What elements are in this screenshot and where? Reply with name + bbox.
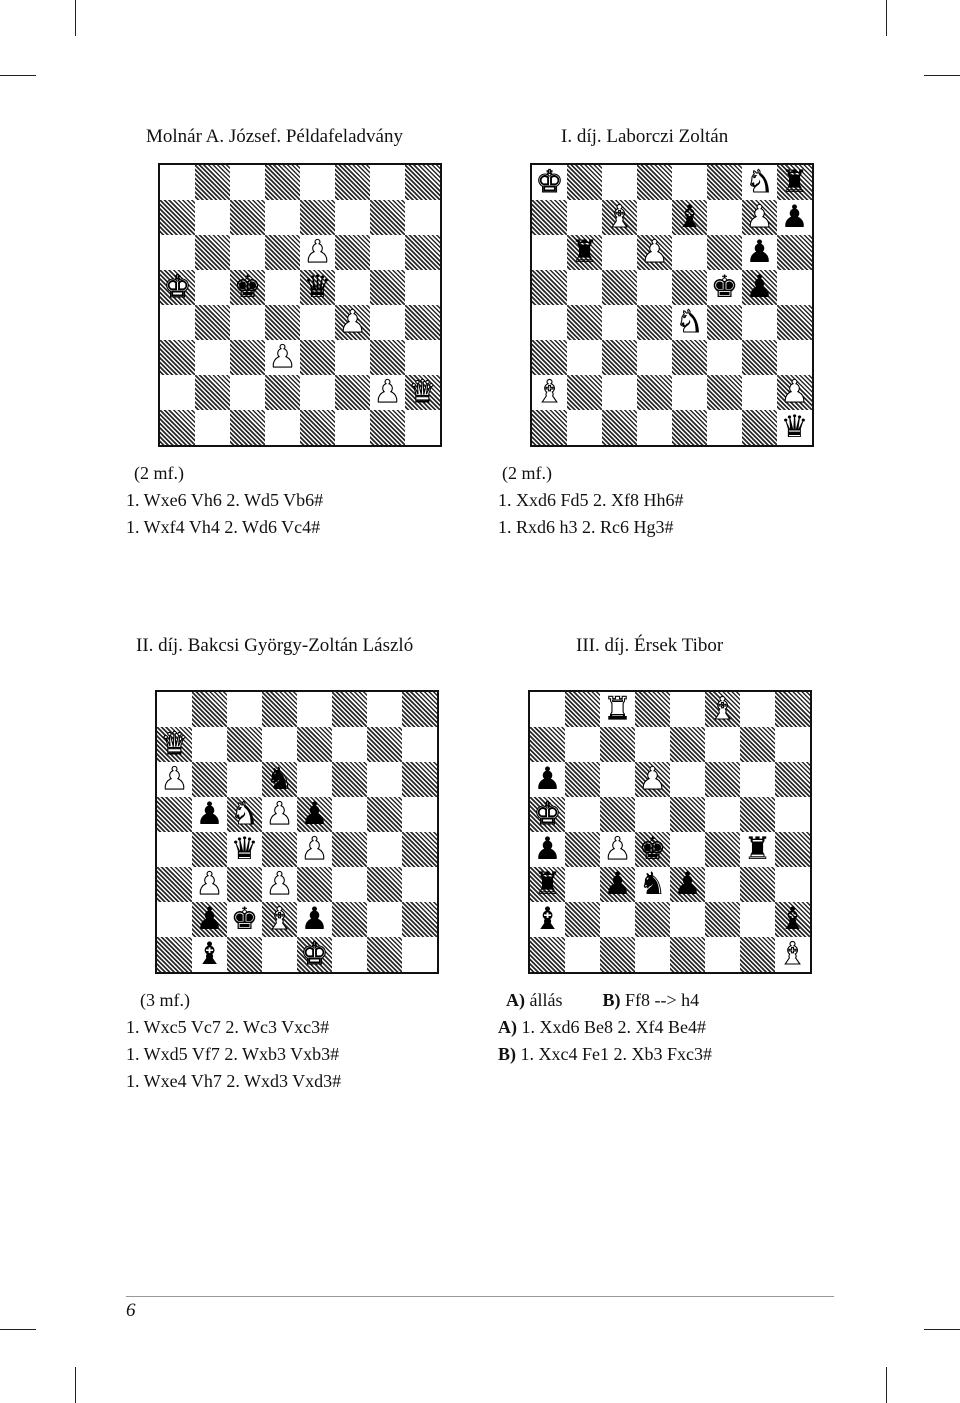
dark-square xyxy=(705,832,740,867)
problem-solution xyxy=(498,460,684,541)
solution-line: 1. Wxf4 Vh4 2. Wd6 Vc4# xyxy=(126,517,321,537)
dark-square xyxy=(637,165,672,200)
dark-square xyxy=(335,235,370,270)
light-square xyxy=(335,200,370,235)
dark-square xyxy=(775,692,810,727)
dark-square xyxy=(777,305,812,340)
white-pawn-icon: ♟ xyxy=(745,199,774,235)
variant-text: Ff8 --> h4 xyxy=(620,990,700,1010)
dark-square xyxy=(530,937,565,972)
dark-square xyxy=(367,797,402,832)
black-queen-icon: ♛ xyxy=(303,269,332,305)
dark-square xyxy=(192,832,227,867)
black-pawn-icon: ♟ xyxy=(300,901,329,937)
dark-square xyxy=(402,762,437,797)
dark-square xyxy=(195,165,230,200)
chess-board xyxy=(155,690,439,974)
dark-square xyxy=(230,410,265,445)
black-bishop-icon: ♝ xyxy=(778,901,807,937)
light-square xyxy=(300,305,335,340)
light-square xyxy=(670,692,705,727)
white-king-icon: ♚ xyxy=(163,269,192,305)
light-square xyxy=(635,727,670,762)
dark-square xyxy=(707,375,742,410)
crop-mark xyxy=(924,1329,960,1330)
light-square xyxy=(707,340,742,375)
dark-square xyxy=(370,270,405,305)
dark-square xyxy=(192,692,227,727)
dark-square xyxy=(335,165,370,200)
light-square xyxy=(405,270,440,305)
problem-solution xyxy=(126,987,341,1095)
black-pawn-icon: ♟ xyxy=(300,796,329,832)
white-king-icon: ♚ xyxy=(300,936,329,972)
dark-square xyxy=(565,902,600,937)
light-square xyxy=(567,200,602,235)
dark-square xyxy=(707,235,742,270)
dark-square xyxy=(565,832,600,867)
solution-head xyxy=(498,987,712,1014)
dark-square xyxy=(265,305,300,340)
dark-square xyxy=(602,410,637,445)
black-rook-icon: ♜ xyxy=(743,831,772,867)
light-square xyxy=(335,340,370,375)
solution-line xyxy=(498,1041,712,1068)
light-square xyxy=(192,727,227,762)
crop-mark xyxy=(886,0,887,36)
dark-square xyxy=(600,797,635,832)
white-bishop-icon: ♝ xyxy=(708,691,737,727)
black-king-icon: ♚ xyxy=(638,831,667,867)
light-square xyxy=(332,867,367,902)
dark-square xyxy=(740,867,775,902)
light-square xyxy=(567,340,602,375)
crop-mark xyxy=(75,1367,76,1403)
black-rook-icon: ♜ xyxy=(570,234,599,270)
light-square xyxy=(332,937,367,972)
light-square xyxy=(707,410,742,445)
light-square xyxy=(227,692,262,727)
dark-square xyxy=(775,832,810,867)
dark-square xyxy=(670,937,705,972)
light-square xyxy=(775,727,810,762)
dark-square xyxy=(367,727,402,762)
light-square xyxy=(777,270,812,305)
light-square xyxy=(707,200,742,235)
light-square xyxy=(672,165,707,200)
light-square xyxy=(742,375,777,410)
light-square xyxy=(635,797,670,832)
black-knight-icon: ♞ xyxy=(265,761,294,797)
black-pawn-icon: ♟ xyxy=(533,831,562,867)
light-square xyxy=(670,762,705,797)
problem-solution xyxy=(126,460,323,541)
light-square xyxy=(635,937,670,972)
crop-mark xyxy=(886,1367,887,1403)
dark-square xyxy=(705,762,740,797)
solution-line: 1. Wxc5 Vc7 2. Wc3 Vxc3# xyxy=(126,1017,330,1037)
black-queen-icon: ♛ xyxy=(230,831,259,867)
solution-line: 1. Xxd6 Fd5 2. Xf8 Hh6# xyxy=(498,490,684,510)
dark-square xyxy=(602,340,637,375)
light-square xyxy=(777,340,812,375)
white-pawn-icon: ♟ xyxy=(300,831,329,867)
dark-square xyxy=(530,727,565,762)
dark-square xyxy=(300,410,335,445)
light-square xyxy=(367,692,402,727)
dark-square xyxy=(402,692,437,727)
black-pawn-icon: ♟ xyxy=(780,199,809,235)
dark-square xyxy=(567,375,602,410)
black-king-icon: ♚ xyxy=(710,269,739,305)
dark-square xyxy=(532,410,567,445)
white-pawn-icon: ♟ xyxy=(268,339,297,375)
dark-square xyxy=(532,340,567,375)
crop-mark xyxy=(0,75,36,76)
white-bishop-icon: ♝ xyxy=(265,901,294,937)
light-square xyxy=(265,200,300,235)
dark-square xyxy=(565,692,600,727)
light-square xyxy=(705,797,740,832)
dark-square xyxy=(300,340,335,375)
chess-board xyxy=(158,163,442,447)
black-pawn-icon: ♟ xyxy=(195,796,224,832)
black-pawn-icon: ♟ xyxy=(745,234,774,270)
dark-square xyxy=(405,305,440,340)
light-square xyxy=(600,902,635,937)
light-square xyxy=(230,375,265,410)
dark-square xyxy=(335,375,370,410)
dark-square xyxy=(157,797,192,832)
light-square xyxy=(740,692,775,727)
problem-title: Molnár A. József. Példafeladvány xyxy=(146,126,403,147)
light-square xyxy=(297,692,332,727)
dark-square xyxy=(635,692,670,727)
white-pawn-icon: ♟ xyxy=(780,374,809,410)
dark-square xyxy=(532,200,567,235)
dark-square xyxy=(230,200,265,235)
white-pawn-icon: ♟ xyxy=(195,866,224,902)
dark-square xyxy=(707,305,742,340)
dark-square xyxy=(672,410,707,445)
white-queen-icon: ♛ xyxy=(160,726,189,762)
dark-square xyxy=(297,867,332,902)
black-king-icon: ♚ xyxy=(233,269,262,305)
dark-square xyxy=(370,410,405,445)
black-rook-icon: ♜ xyxy=(533,866,562,902)
solution-text: 1. Xxd6 Be8 2. Xf4 Be4# xyxy=(517,1017,706,1037)
light-square xyxy=(565,797,600,832)
light-square xyxy=(775,867,810,902)
light-square xyxy=(405,410,440,445)
light-square xyxy=(157,902,192,937)
light-square xyxy=(367,902,402,937)
light-square xyxy=(370,165,405,200)
light-square xyxy=(265,270,300,305)
dark-square xyxy=(227,867,262,902)
light-square xyxy=(230,305,265,340)
light-square xyxy=(160,165,195,200)
dark-square xyxy=(192,762,227,797)
light-square xyxy=(565,937,600,972)
dark-square xyxy=(672,270,707,305)
white-pawn-icon: ♟ xyxy=(373,374,402,410)
white-bishop-icon: ♝ xyxy=(778,936,807,972)
white-pawn-icon: ♟ xyxy=(303,234,332,270)
light-square xyxy=(402,867,437,902)
dark-square xyxy=(367,867,402,902)
dark-square xyxy=(402,832,437,867)
dark-square xyxy=(672,340,707,375)
solution-line: 1. Wxe4 Vh7 2. Wxd3 Vxd3# xyxy=(126,1071,342,1091)
black-pawn-icon: ♟ xyxy=(195,901,224,937)
white-king-icon: ♚ xyxy=(535,164,564,200)
light-square xyxy=(195,340,230,375)
solution-line: (2 mf.) xyxy=(502,463,552,483)
light-square xyxy=(262,937,297,972)
dark-square xyxy=(332,762,367,797)
light-square xyxy=(532,235,567,270)
solution-line xyxy=(498,1014,712,1041)
chess-board xyxy=(528,690,812,974)
variant-label: B) xyxy=(602,990,621,1010)
dark-square xyxy=(775,762,810,797)
light-square xyxy=(195,410,230,445)
crop-mark xyxy=(75,0,76,36)
white-bishop-icon: ♝ xyxy=(535,374,564,410)
white-pawn-icon: ♟ xyxy=(638,761,667,797)
white-pawn-icon: ♟ xyxy=(265,866,294,902)
light-square xyxy=(672,235,707,270)
dark-square xyxy=(370,200,405,235)
light-square xyxy=(775,797,810,832)
dark-square xyxy=(367,937,402,972)
dark-square xyxy=(707,165,742,200)
light-square xyxy=(705,867,740,902)
dark-square xyxy=(332,832,367,867)
dark-square xyxy=(402,902,437,937)
dark-square xyxy=(565,762,600,797)
light-square xyxy=(227,762,262,797)
light-square xyxy=(672,375,707,410)
black-pawn-icon: ♟ xyxy=(745,269,774,305)
white-pawn-icon: ♟ xyxy=(338,304,367,340)
dark-square xyxy=(265,235,300,270)
light-square xyxy=(160,375,195,410)
black-queen-icon: ♛ xyxy=(780,409,809,445)
dark-square xyxy=(160,340,195,375)
dark-square xyxy=(160,410,195,445)
crop-mark xyxy=(924,75,960,76)
light-square xyxy=(332,727,367,762)
white-pawn-icon: ♟ xyxy=(640,234,669,270)
dark-square xyxy=(742,340,777,375)
white-rook-icon: ♜ xyxy=(603,691,632,727)
dark-square xyxy=(742,410,777,445)
light-square xyxy=(637,340,672,375)
black-bishop-icon: ♝ xyxy=(675,199,704,235)
dark-square xyxy=(297,727,332,762)
light-square xyxy=(297,762,332,797)
dark-square xyxy=(567,305,602,340)
black-pawn-icon: ♟ xyxy=(673,866,702,902)
light-square xyxy=(160,305,195,340)
dark-square xyxy=(300,200,335,235)
light-square xyxy=(637,410,672,445)
black-pawn-icon: ♟ xyxy=(603,866,632,902)
light-square xyxy=(300,375,335,410)
crop-mark xyxy=(0,1329,36,1330)
light-square xyxy=(157,692,192,727)
dark-square xyxy=(637,375,672,410)
solution-line: (2 mf.) xyxy=(134,463,184,483)
light-square xyxy=(160,235,195,270)
dark-square xyxy=(532,270,567,305)
light-square xyxy=(602,235,637,270)
chess-board xyxy=(530,163,814,447)
light-square xyxy=(602,305,637,340)
white-bishop-icon: ♝ xyxy=(605,199,634,235)
light-square xyxy=(740,902,775,937)
problem-title: III. díj. Érsek Tibor xyxy=(576,635,724,656)
light-square xyxy=(670,832,705,867)
light-square xyxy=(195,200,230,235)
dark-square xyxy=(262,832,297,867)
dark-square xyxy=(670,797,705,832)
dark-square xyxy=(262,692,297,727)
light-square xyxy=(637,270,672,305)
dark-square xyxy=(740,797,775,832)
light-square xyxy=(742,305,777,340)
light-square xyxy=(602,165,637,200)
dark-square xyxy=(195,375,230,410)
problem-title: I. díj. Laborczi Zoltán xyxy=(561,126,729,147)
variant-text: állás xyxy=(525,990,563,1010)
light-square xyxy=(262,727,297,762)
light-square xyxy=(705,937,740,972)
light-square xyxy=(300,165,335,200)
black-rook-icon: ♜ xyxy=(780,164,809,200)
light-square xyxy=(402,937,437,972)
dark-square xyxy=(405,235,440,270)
light-square xyxy=(230,235,265,270)
black-pawn-icon: ♟ xyxy=(533,761,562,797)
solution-line: 1. Rxd6 h3 2. Rc6 Hg3# xyxy=(498,517,674,537)
dark-square xyxy=(332,692,367,727)
light-square xyxy=(370,305,405,340)
dark-square xyxy=(230,340,265,375)
dark-square xyxy=(637,305,672,340)
dark-square xyxy=(705,902,740,937)
dark-square xyxy=(195,305,230,340)
white-knight-icon: ♞ xyxy=(230,796,259,832)
white-king-icon: ♚ xyxy=(533,796,562,832)
solution-line: 1. Wxe6 Vh6 2. Wd5 Vb6# xyxy=(126,490,324,510)
variant-label: B) xyxy=(498,1044,516,1064)
light-square xyxy=(567,410,602,445)
dark-square xyxy=(160,200,195,235)
light-square xyxy=(567,270,602,305)
white-knight-icon: ♞ xyxy=(745,164,774,200)
light-square xyxy=(405,340,440,375)
light-square xyxy=(157,832,192,867)
dark-square xyxy=(405,165,440,200)
dark-square xyxy=(635,902,670,937)
light-square xyxy=(402,797,437,832)
light-square xyxy=(530,692,565,727)
white-pawn-icon: ♟ xyxy=(160,761,189,797)
dark-square xyxy=(265,165,300,200)
page-number: 6 xyxy=(126,1300,136,1321)
footer-rule xyxy=(126,1296,834,1297)
light-square xyxy=(705,727,740,762)
white-knight-icon: ♞ xyxy=(675,304,704,340)
variant-label: A) xyxy=(498,1017,517,1037)
problem-title: II. díj. Bakcsi György-Zoltán László xyxy=(136,635,414,656)
dark-square xyxy=(600,727,635,762)
solution-line: 1. Wxd5 Vf7 2. Wxb3 Vxb3# xyxy=(126,1044,340,1064)
dark-square xyxy=(600,937,635,972)
light-square xyxy=(670,902,705,937)
dark-square xyxy=(740,937,775,972)
dark-square xyxy=(777,235,812,270)
light-square xyxy=(370,235,405,270)
dark-square xyxy=(265,375,300,410)
dark-square xyxy=(227,727,262,762)
light-square xyxy=(532,305,567,340)
variant-label: A) xyxy=(506,990,525,1010)
light-square xyxy=(602,375,637,410)
dark-square xyxy=(602,270,637,305)
problem-solution xyxy=(498,987,712,1068)
light-square xyxy=(230,165,265,200)
black-king-icon: ♚ xyxy=(230,901,259,937)
light-square xyxy=(637,200,672,235)
white-queen-icon: ♛ xyxy=(408,374,437,410)
solution-text: 1. Xxc4 Fe1 2. Xb3 Fxc3# xyxy=(516,1044,712,1064)
light-square xyxy=(565,727,600,762)
light-square xyxy=(405,200,440,235)
light-square xyxy=(335,410,370,445)
dark-square xyxy=(670,727,705,762)
light-square xyxy=(740,762,775,797)
light-square xyxy=(600,762,635,797)
solution-line: (3 mf.) xyxy=(140,990,190,1010)
light-square xyxy=(335,270,370,305)
white-pawn-icon: ♟ xyxy=(265,796,294,832)
dark-square xyxy=(740,727,775,762)
light-square xyxy=(195,270,230,305)
dark-square xyxy=(157,937,192,972)
dark-square xyxy=(195,235,230,270)
light-square xyxy=(367,832,402,867)
light-square xyxy=(367,762,402,797)
black-knight-icon: ♞ xyxy=(638,866,667,902)
dark-square xyxy=(370,340,405,375)
dark-square xyxy=(157,867,192,902)
dark-square xyxy=(227,937,262,972)
light-square xyxy=(402,727,437,762)
black-bishop-icon: ♝ xyxy=(195,936,224,972)
light-square xyxy=(332,797,367,832)
light-square xyxy=(565,867,600,902)
light-square xyxy=(265,410,300,445)
black-bishop-icon: ♝ xyxy=(533,901,562,937)
dark-square xyxy=(332,902,367,937)
dark-square xyxy=(567,165,602,200)
white-pawn-icon: ♟ xyxy=(603,831,632,867)
